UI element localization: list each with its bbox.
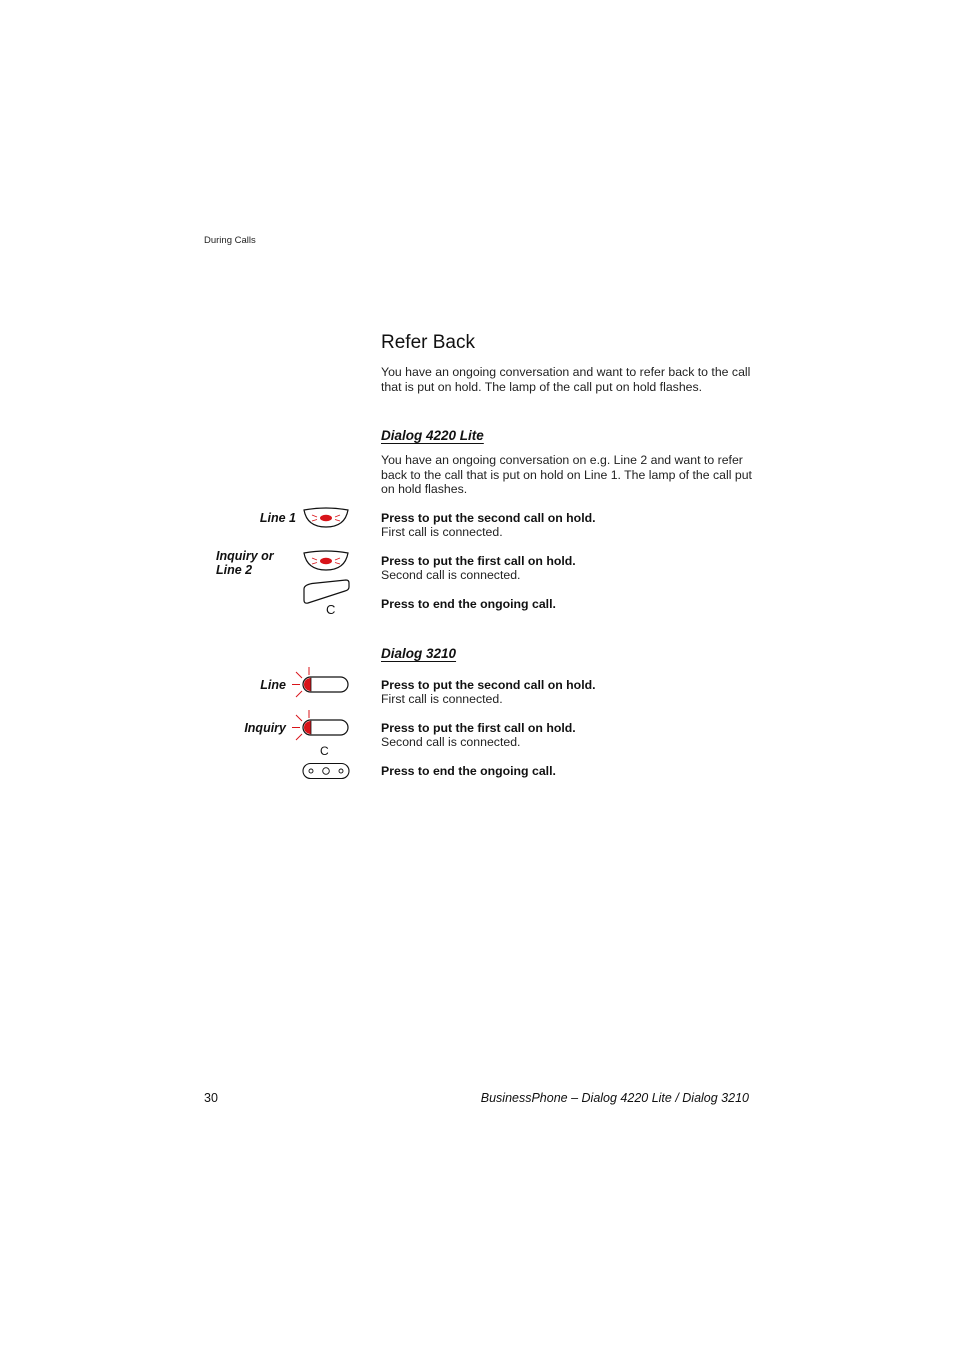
step-instruction: Press to end the ongoing call.	[381, 764, 556, 778]
key-label-line-1: Line 1	[259, 511, 296, 525]
step-3210-3	[381, 764, 761, 778]
clear-key-glyph: C	[326, 602, 336, 617]
line-key-flashing-icon[interactable]	[290, 666, 350, 700]
step-instruction: Press to put the first call on hold.	[381, 721, 576, 735]
line-key-lamp-icon[interactable]	[302, 550, 350, 572]
dialog-4220-description: You have an ongoing conversation on e.g. Line 2 and want to refer back to the call that is put on hold on Line 1. The lamp of the call put on hold flashes.	[381, 453, 752, 496]
clear-key-icon[interactable]	[302, 762, 350, 780]
page-number: 30	[204, 1091, 218, 1105]
section-header: During Calls	[204, 235, 256, 246]
intro-paragraph: You have an ongoing conversation and want to refer back to the call that is put on hold. The lamp of the call put on hold flashes.	[381, 365, 751, 394]
step-instruction: Press to put the second call on hold.	[381, 511, 596, 525]
step-instruction: Press to put the second call on hold.	[381, 678, 596, 692]
step-3210-2	[381, 721, 761, 750]
footer-doc-title: BusinessPhone – Dialog 4220 Lite / Dialog 3210	[480, 1091, 749, 1105]
line-key-flashing-icon[interactable]	[290, 709, 350, 743]
clear-key-glyph: C	[320, 744, 329, 758]
step-4220-2	[381, 554, 761, 583]
step-4220-1	[381, 511, 761, 540]
key-label-line: Line	[260, 678, 286, 692]
key-label-part: Line 2	[216, 563, 253, 577]
line-key-lamp-icon[interactable]	[302, 507, 350, 529]
step-result: Second call is connected.	[381, 735, 521, 750]
step-result: First call is connected.	[381, 692, 503, 707]
step-result: Second call is connected.	[381, 568, 521, 583]
key-label-inquiry: Inquiry	[244, 721, 286, 735]
step-4220-3	[381, 597, 761, 611]
dialog-4220-heading: Dialog 4220 Lite	[381, 428, 484, 443]
step-instruction: Press to end the ongoing call.	[381, 597, 556, 611]
key-label-inquiry-or-line-2	[216, 549, 296, 577]
step-result: First call is connected.	[381, 525, 503, 540]
step-instruction: Press to put the first call on hold.	[381, 554, 576, 568]
dialog-3210-heading: Dialog 3210	[381, 646, 457, 661]
key-label-part: Inquiry or	[216, 549, 274, 563]
page-title: Refer Back	[381, 332, 475, 353]
step-3210-1	[381, 678, 761, 707]
